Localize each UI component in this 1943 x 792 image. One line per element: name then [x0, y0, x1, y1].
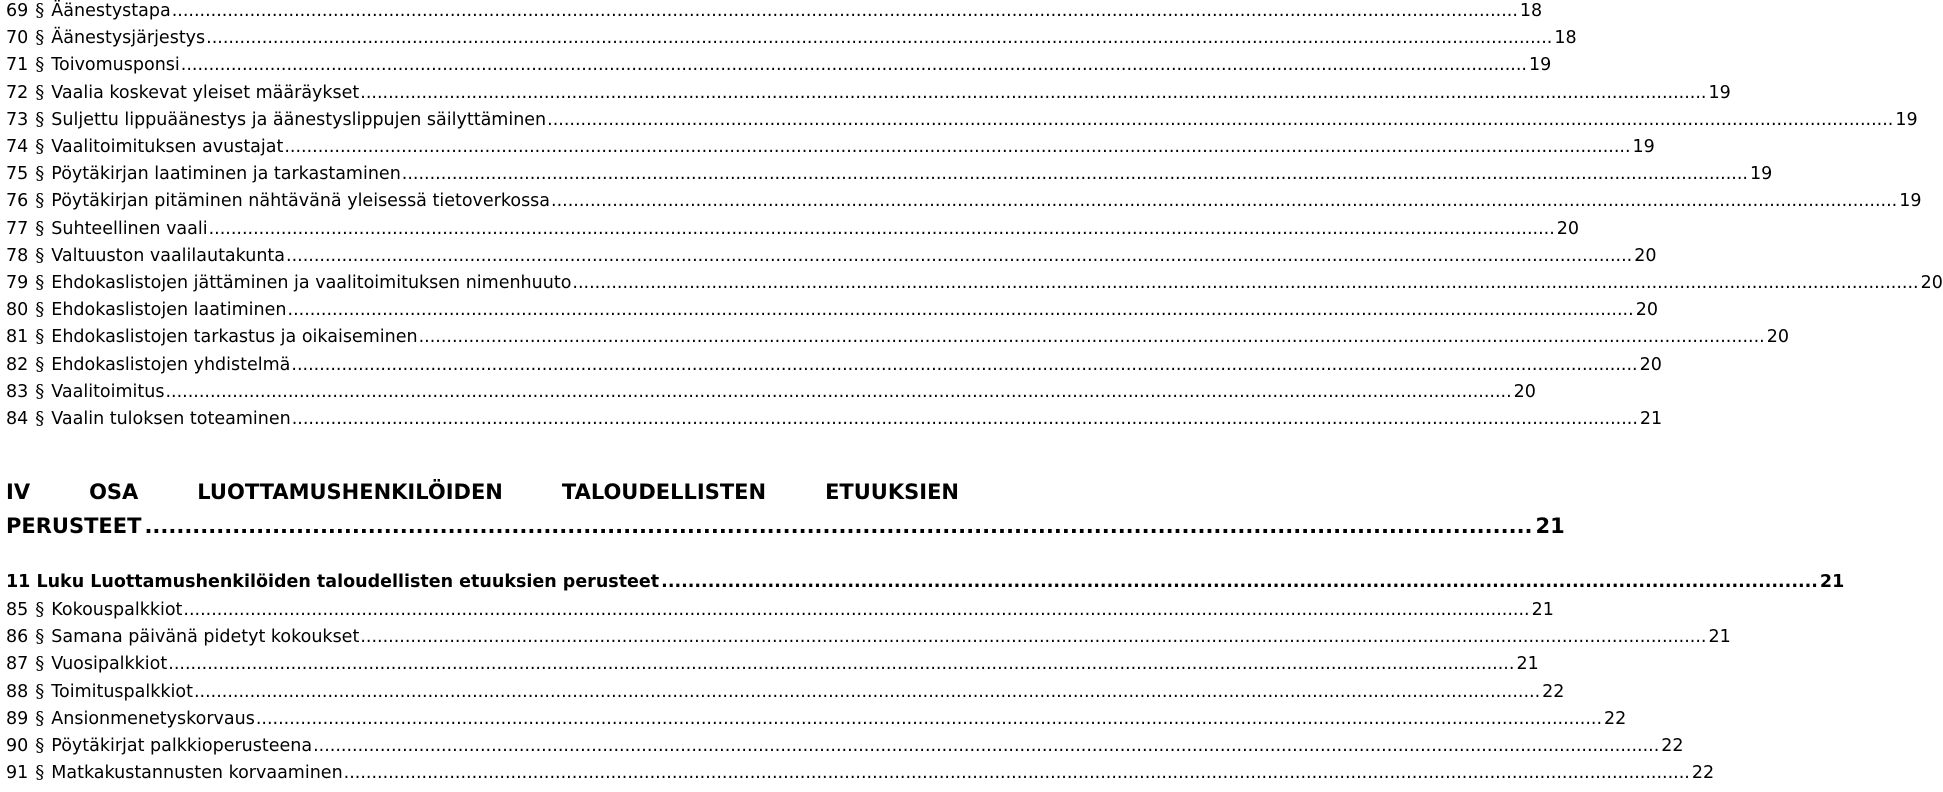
- section-sign-icon: §: [35, 272, 45, 293]
- dot-leader: [181, 55, 1527, 75]
- page-number: 19: [1708, 82, 1731, 103]
- section-sign-icon: §: [35, 353, 45, 375]
- section-number: 84: [6, 409, 29, 429]
- section-title: Pöytäkirjat palkkioperusteena: [51, 736, 313, 756]
- section-sign-icon: §: [35, 680, 45, 702]
- dot-leader: [661, 572, 1818, 592]
- page-number: 19: [1895, 109, 1918, 130]
- part-heading-word: TALOUDELLISTEN: [561, 480, 767, 504]
- page-number: 20: [1635, 300, 1658, 321]
- dot-leader: [209, 219, 1555, 239]
- dot-leader: [172, 1, 1518, 21]
- dot-leader: [206, 28, 1552, 48]
- section-sign-icon: §: [35, 163, 45, 185]
- section-title: Toimituspalkkiot: [51, 681, 193, 702]
- section-title: Pöytäkirjan pitäminen nähtävänä yleisessä tietoverkossa: [51, 191, 551, 212]
- section-title: Äänestystapa: [51, 1, 171, 21]
- page-number: 20: [1513, 381, 1536, 402]
- dot-leader: [551, 191, 1897, 211]
- section-number: 89: [6, 708, 29, 729]
- section-number: 69: [6, 1, 29, 21]
- section-title: Valtuuston vaalilautakunta: [51, 245, 286, 266]
- page-number: 20: [1556, 218, 1580, 239]
- page-number: 21: [1639, 409, 1663, 429]
- dot-leader: [256, 709, 1602, 729]
- page-number: 19: [1899, 191, 1922, 212]
- dot-leader: [284, 137, 1630, 157]
- part-heading-page: 21: [1535, 514, 1565, 538]
- part-heading-word: OSA: [89, 480, 139, 504]
- page-number: 20: [1639, 354, 1662, 375]
- section-title: Suljettu lippuäänestys ja äänestyslippujen säilyttäminen: [51, 109, 547, 130]
- section-title: Ehdokaslistojen jättäminen ja vaalitoimituksen nimenhuuto: [51, 273, 572, 293]
- section-sign-icon: §: [35, 735, 45, 756]
- section-number: 82: [6, 354, 29, 375]
- dot-leader: [313, 736, 1659, 756]
- chapter-heading-page: 21: [1819, 572, 1845, 592]
- section-number: 88: [6, 681, 29, 702]
- dot-leader: [194, 682, 1540, 702]
- dot-leader: [286, 246, 1632, 266]
- dot-leader: [165, 382, 1511, 402]
- chapter-heading: [6, 572, 1845, 592]
- page-number: 22: [1691, 763, 1715, 784]
- section-number: 75: [6, 164, 29, 185]
- section-number: 83: [6, 381, 29, 402]
- dot-leader: [402, 164, 1748, 184]
- section-sign-icon: §: [35, 27, 45, 49]
- toc-entry: [6, 707, 1627, 734]
- page-number: 20: [1766, 327, 1790, 348]
- toc-entry: [6, 27, 1577, 53]
- section-sign-icon: §: [35, 54, 45, 76]
- chapter-heading-text: 11 Luku Luottamushenkilöiden taloudellisten etuuksien perusteet: [6, 572, 660, 592]
- section-sign-icon: §: [35, 762, 45, 784]
- page-number: 18: [1519, 1, 1543, 21]
- toc-entry: [6, 653, 1539, 679]
- section-title: Ehdokaslistojen laatiminen: [51, 300, 287, 321]
- section-sign-icon: §: [35, 108, 45, 130]
- toc-entry: [6, 408, 1663, 434]
- section-number: 77: [6, 218, 29, 239]
- page-number: 20: [1920, 273, 1943, 293]
- section-title: Vaalitoimitus: [51, 381, 165, 402]
- toc-entry: [6, 380, 1536, 407]
- section-sign-icon: §: [35, 653, 45, 675]
- dot-leader: [183, 600, 1529, 620]
- page-number: 21: [1531, 600, 1554, 620]
- dot-leader: [419, 327, 1765, 347]
- section-title: Ansionmenetyskorvaus: [51, 708, 255, 729]
- toc-entry: [6, 762, 1715, 788]
- section-title: Vuosipalkkiot: [51, 654, 168, 675]
- page-number: 19: [1528, 55, 1552, 76]
- section-sign-icon: §: [35, 408, 45, 429]
- part-heading-word: IV: [6, 480, 31, 504]
- section-number: 73: [6, 109, 29, 130]
- part-heading-word: ETUUKSIEN: [825, 480, 959, 504]
- toc-entry: [6, 299, 1658, 325]
- dot-leader: [547, 110, 1893, 130]
- section-number: 79: [6, 273, 29, 293]
- section-number: 74: [6, 137, 29, 157]
- page-number: 18: [1554, 28, 1577, 49]
- section-title: Toivomusponsi: [51, 55, 180, 76]
- section-title: Ehdokaslistojen yhdistelmä: [51, 354, 291, 375]
- part-heading-line2: [6, 514, 1565, 538]
- section-sign-icon: §: [35, 190, 45, 212]
- section-title: Kokouspalkkiot: [51, 600, 183, 620]
- dot-leader: [291, 355, 1637, 375]
- section-sign-icon: §: [35, 380, 45, 402]
- section-sign-icon: §: [35, 0, 45, 21]
- dot-leader: [292, 409, 1638, 429]
- section-title: Vaalia koskevat yleiset määräykset: [51, 82, 360, 103]
- page-number: 19: [1632, 137, 1655, 157]
- section-title: Vaalitoimituksen avustajat: [51, 137, 284, 157]
- toc-entry: [6, 136, 1655, 162]
- page-number: 22: [1542, 681, 1565, 702]
- part-heading-line1: [6, 480, 959, 504]
- section-title: Pöytäkirjan laatiminen ja tarkastaminen: [51, 164, 401, 185]
- dot-leader: [288, 300, 1634, 320]
- toc-entry: [6, 54, 1552, 80]
- section-sign-icon: §: [35, 244, 45, 266]
- toc-entry: [6, 108, 1918, 135]
- section-sign-icon: §: [35, 299, 45, 321]
- section-number: 71: [6, 55, 29, 76]
- part-heading-text: PERUSTEET: [6, 514, 142, 538]
- section-number: 72: [6, 82, 29, 103]
- page-number: 21: [1516, 654, 1539, 675]
- section-sign-icon: §: [35, 599, 45, 620]
- section-number: 91: [6, 763, 29, 784]
- dot-leader: [572, 273, 1918, 293]
- section-number: 78: [6, 245, 29, 266]
- toc-entry: [6, 326, 1790, 352]
- dot-leader: [360, 83, 1706, 103]
- dot-leader: [360, 627, 1706, 647]
- section-sign-icon: §: [35, 707, 45, 729]
- toc-entry: [6, 599, 1554, 625]
- section-sign-icon: §: [35, 326, 45, 348]
- section-number: 86: [6, 627, 29, 648]
- section-sign-icon: §: [35, 217, 45, 239]
- section-sign-icon: §: [35, 626, 45, 648]
- toc-entry: [6, 735, 1684, 761]
- section-number: 70: [6, 28, 29, 49]
- toc-entry: [6, 81, 1731, 108]
- toc-entry: [6, 163, 1773, 189]
- section-title: Suhteellinen vaali: [51, 218, 208, 239]
- section-title: Matkakustannusten korvaaminen: [51, 763, 343, 784]
- toc-entry: [6, 0, 1543, 26]
- toc-entry: [6, 680, 1565, 707]
- section-number: 87: [6, 654, 29, 675]
- section-number: 76: [6, 191, 29, 212]
- toc-entry: [6, 217, 1580, 244]
- dot-leader: [144, 514, 1532, 538]
- toc-entry: [6, 244, 1657, 271]
- section-number: 90: [6, 736, 29, 756]
- page-number: 19: [1749, 164, 1773, 185]
- part-heading-word: LUOTTAMUSHENKILÖIDEN: [197, 480, 503, 504]
- dot-leader: [168, 654, 1514, 674]
- toc-entry: [6, 626, 1731, 652]
- toc-entry: [6, 190, 1922, 216]
- page-number: 21: [1708, 627, 1731, 648]
- page-number: 22: [1604, 708, 1627, 729]
- section-number: 81: [6, 327, 29, 348]
- page-number: 20: [1634, 245, 1657, 266]
- toc-entry: [6, 353, 1662, 380]
- section-title: Ehdokaslistojen tarkastus ja oikaiseminen: [51, 327, 418, 348]
- section-title: Vaalin tuloksen toteaminen: [51, 409, 291, 429]
- section-number: 80: [6, 300, 29, 321]
- section-sign-icon: §: [35, 81, 45, 103]
- section-title: Samana päivänä pidetyt kokoukset: [51, 627, 360, 648]
- section-title: Äänestysjärjestys: [51, 28, 206, 49]
- page-number: 22: [1661, 736, 1684, 756]
- dot-leader: [344, 763, 1690, 783]
- section-sign-icon: §: [35, 136, 45, 157]
- toc-entry: [6, 272, 1943, 298]
- section-number: 85: [6, 600, 29, 620]
